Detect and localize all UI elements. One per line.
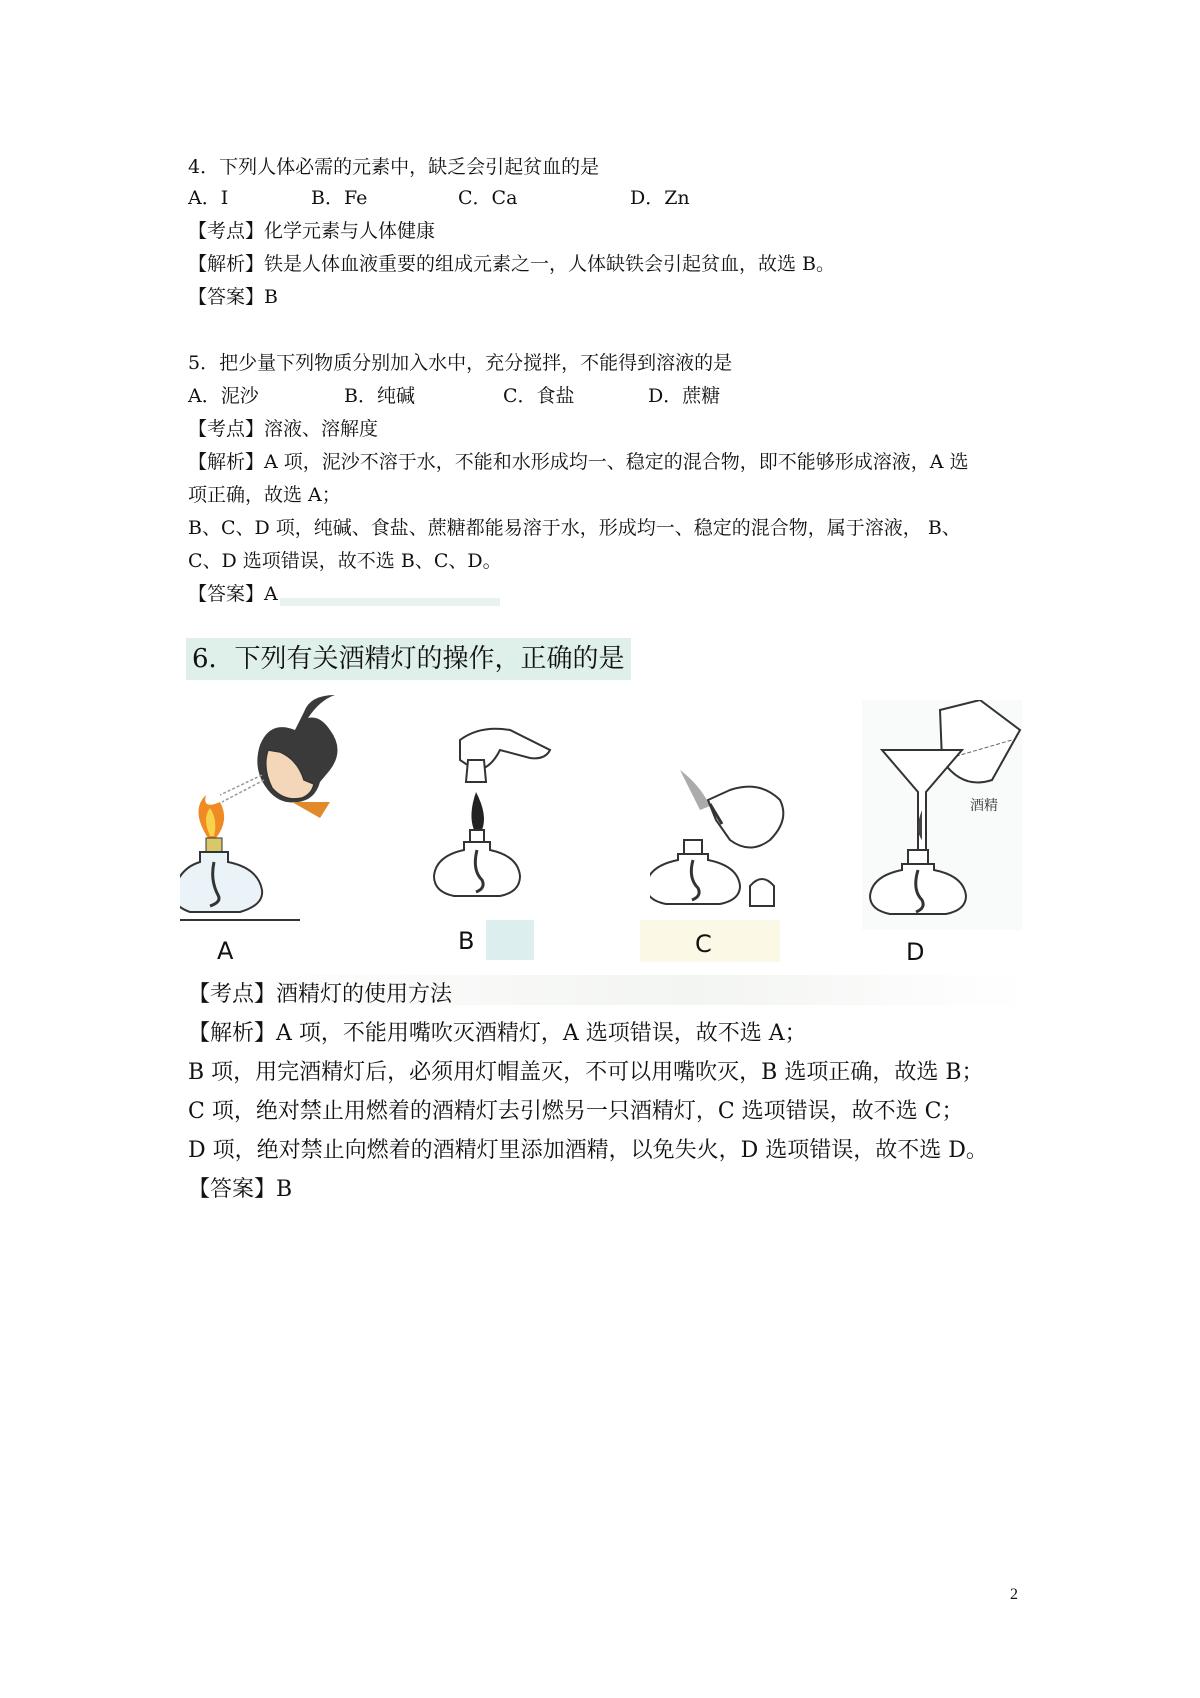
q5-jiexi-line4: C、D 选项错误，故不选 B、C、D。 <box>188 550 502 572</box>
q6-answer: 【答案】B <box>188 1177 293 1202</box>
figure-b-label: B <box>458 927 475 955</box>
figure-c-label: C <box>695 930 712 958</box>
q4-jiexi: 【解析】铁是人体血液重要的组成元素之一，人体缺铁会引起贫血，故选 B。 <box>188 253 836 275</box>
q6-jiexi-line3: C 项，绝对禁止用燃着的酒精灯去引燃另一只酒精灯，C 选项错误，故不选 C； <box>188 1099 964 1124</box>
scan-artifact <box>486 920 534 960</box>
figure-d-label: D <box>906 938 925 966</box>
figure-d-alcohol-text: 酒精 <box>970 798 998 814</box>
q4-kaodian: 【考点】化学元素与人体健康 <box>188 220 436 242</box>
q6-jiexi-line4: D 项，绝对禁止向燃着的酒精灯里添加酒精，以免失火，D 选项错误，故不选 D。 <box>188 1138 988 1163</box>
q6-stem: 6．下列有关酒精灯的操作，正确的是 <box>186 638 631 680</box>
q4-answer: 【答案】B <box>188 286 278 308</box>
q4-option-d: D．Zn <box>630 187 690 209</box>
q5-jiexi-line1: 【解析】A 项，泥沙不溶于水，不能和水形成均一、稳定的混合物，即不能够形成溶液，A 选 <box>188 451 969 473</box>
q5-option-d: D．蔗糖 <box>648 385 721 407</box>
q5-option-a: A．泥沙 <box>188 385 259 407</box>
q5-jiexi-line3: B、C、D 项，纯碱、食盐、蔗糖都能易溶于水，形成均一、稳定的混合物，属于溶液， B、 <box>188 517 961 539</box>
q5-option-c: C．食盐 <box>503 385 575 407</box>
q5-option-b: B．纯碱 <box>344 385 415 407</box>
q5-kaodian: 【考点】溶液、溶解度 <box>188 418 379 440</box>
q4-option-a: A．I <box>188 187 229 209</box>
figure-b-capping-lamp <box>420 720 560 910</box>
page-number: 2 <box>1010 1586 1018 1603</box>
figure-d-adding-alcohol <box>862 700 1022 930</box>
q4-stem: 4．下列人体必需的元素中，缺乏会引起贫血的是 <box>188 156 600 178</box>
q4-option-c: C．Ca <box>458 187 518 209</box>
figure-c-lighting-lamp <box>650 760 810 910</box>
figure-a-blowing-lamp <box>180 690 345 930</box>
q6-kaodian: 【考点】酒精灯的使用方法 <box>188 982 453 1007</box>
q4-option-b: B．Fe <box>311 187 368 209</box>
q6-jiexi-line1: 【解析】A 项，不能用嘴吹灭酒精灯，A 选项错误，故不选 A； <box>188 1021 807 1046</box>
figure-a-label: A <box>217 937 234 965</box>
q5-stem: 5．把少量下列物质分别加入水中，充分搅拌，不能得到溶液的是 <box>188 352 733 374</box>
q6-jiexi-line2: B 项，用完酒精灯后，必须用灯帽盖灭，不可以用嘴吹灭，B 选项正确，故选 B； <box>188 1060 984 1085</box>
scan-artifact <box>280 598 500 606</box>
q5-jiexi-line2: 项正确，故选 A； <box>188 484 341 506</box>
q5-answer: 【答案】A <box>188 583 278 605</box>
